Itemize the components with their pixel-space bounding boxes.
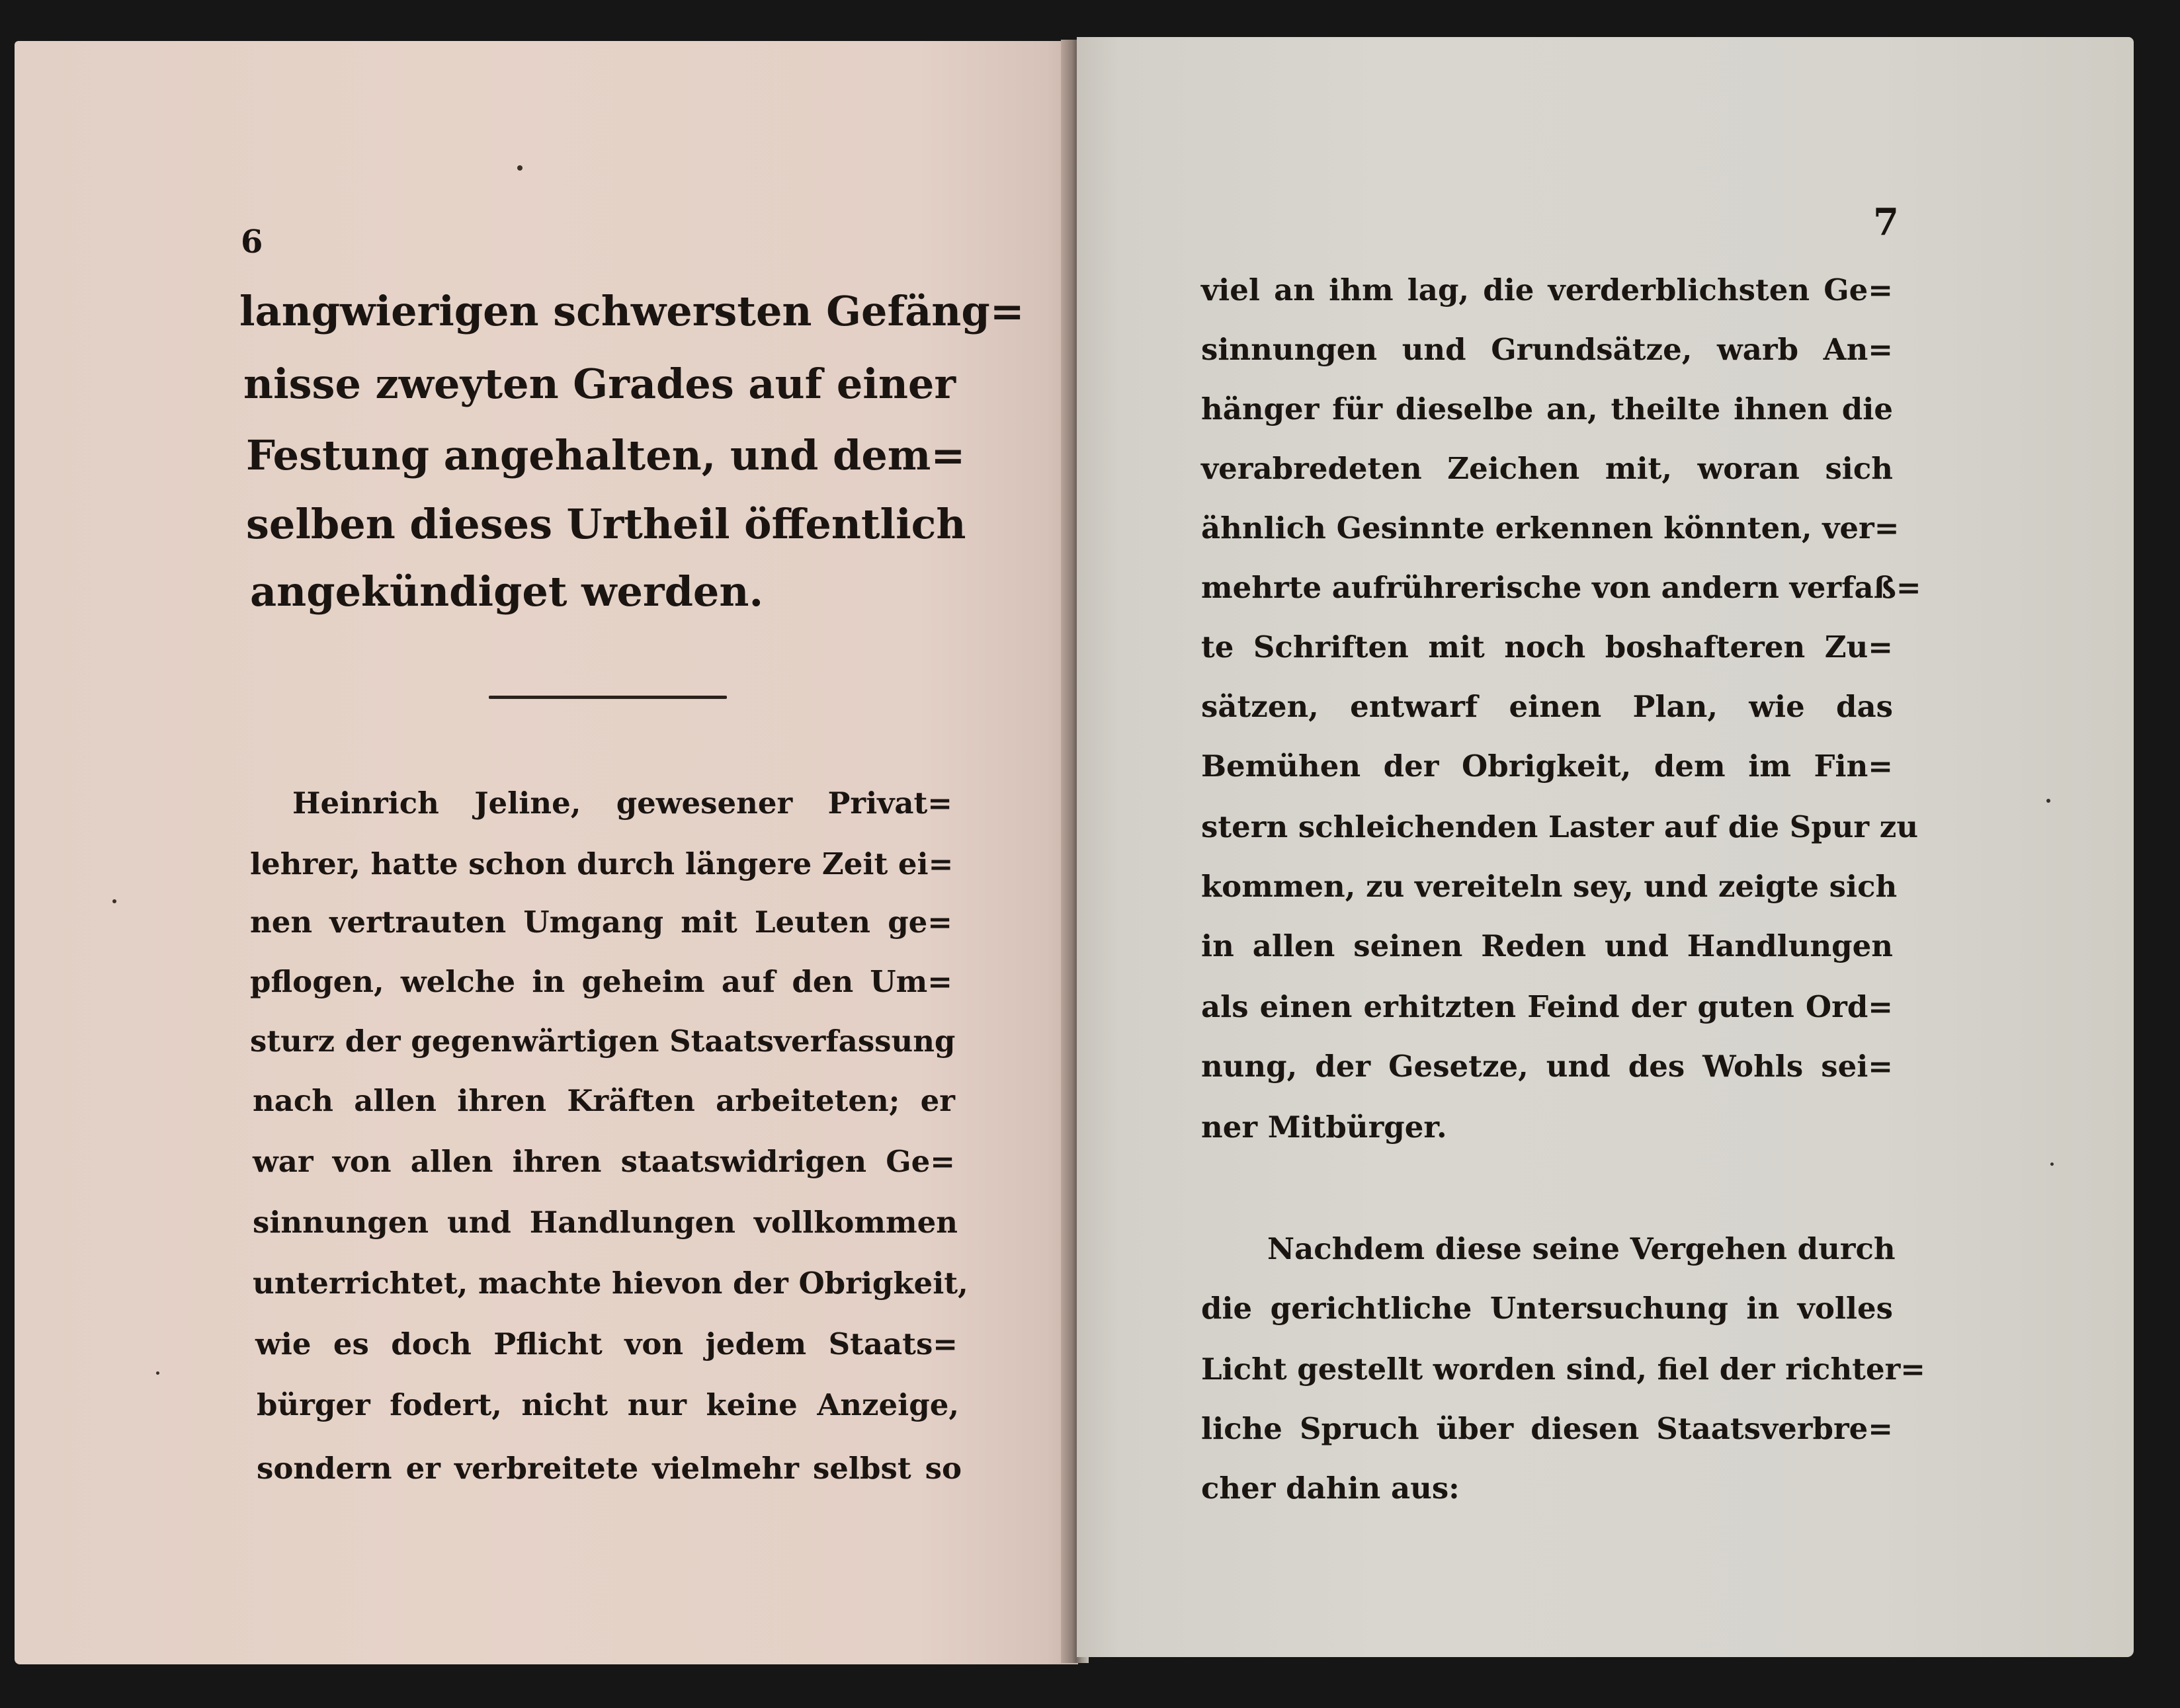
body-line: te Schriften mit noch boshafteren Zu= xyxy=(1201,630,1893,665)
body-line: ähnlich Gesinnte erkennen könnten, ver= xyxy=(1201,510,1900,546)
intro-line: langwierigen schwersten Gefäng= xyxy=(239,287,1025,335)
paper-speck xyxy=(156,1371,159,1375)
paper-speck xyxy=(2050,1162,2054,1166)
body-line: lehrer, hatte schon durch längere Zeit ei= xyxy=(250,846,954,881)
paper-speck xyxy=(2046,799,2050,803)
body-line: viel an ihm lag, die verderblichsten Ge= xyxy=(1201,272,1893,307)
body-line: sinnungen und Handlungen vollkommen xyxy=(253,1205,958,1240)
paper-speck xyxy=(517,165,523,171)
body-line: Licht gestellt worden sind, fiel der richter= xyxy=(1201,1352,1926,1387)
body-line: nach allen ihren Kräften arbeiteten; er xyxy=(253,1083,955,1118)
paper-speck xyxy=(112,899,116,903)
body-line: Heinrich Jeline, gewesener Privat= xyxy=(292,786,952,821)
body-line: verabredeten Zeichen mit, woran sich xyxy=(1201,451,1893,486)
body-line: war von allen ihren staatswidrigen Ge= xyxy=(253,1144,955,1179)
body-line: bürger fodert, nicht nur keine Anzeige, xyxy=(257,1387,959,1422)
body-line: sondern er verbreitete vielmehr selbst so xyxy=(257,1451,962,1486)
body-line: stern schleichenden Laster auf die Spur zu xyxy=(1201,809,1919,844)
intro-line: nisse zweyten Grades auf einer xyxy=(243,360,956,408)
intro-line: selben dieses Urtheil öffentlich xyxy=(246,500,966,548)
body-line: sturz der gegenwärtigen Staatsverfassung xyxy=(250,1024,956,1059)
body-line: sinnungen und Grundsätze, warb An= xyxy=(1201,332,1893,367)
intro-line: Festung angehalten, und dem= xyxy=(246,431,966,479)
body-line: hänger für dieselbe an, theilte ihnen die xyxy=(1201,391,1893,427)
body-line: cher dahin aus: xyxy=(1201,1471,1460,1506)
page-number-right: 7 xyxy=(1873,200,1899,244)
body-line: liche Spruch über diesen Staatsverbre= xyxy=(1201,1411,1893,1446)
body-line: Nachdem diese seine Vergehen durch xyxy=(1267,1231,1896,1266)
body-line: in allen seinen Reden und Handlungen xyxy=(1201,928,1893,963)
page-number-left: 6 xyxy=(241,224,263,261)
intro-line: angekündiget werden. xyxy=(250,567,764,616)
section-divider xyxy=(489,696,727,699)
left-page xyxy=(15,41,1078,1664)
body-line: als einen erhitzten Feind der guten Ord= xyxy=(1201,989,1893,1024)
body-line: die gerichtliche Untersuchung in volles xyxy=(1201,1291,1893,1326)
right-page xyxy=(1077,37,2134,1657)
body-line: wie es doch Pflicht von jedem Staats= xyxy=(255,1326,958,1362)
body-line: Bemühen der Obrigkeit, dem im Fin= xyxy=(1201,749,1893,784)
body-line: pflogen, welche in geheim auf den Um= xyxy=(250,964,952,999)
body-line: nung, der Gesetze, und des Wohls sei= xyxy=(1201,1049,1893,1084)
body-line: nen vertrauten Umgang mit Leuten ge= xyxy=(250,905,952,940)
body-line: unterrichtet, machte hievon der Obrigkeit, xyxy=(253,1266,968,1301)
body-line: ner Mitbürger. xyxy=(1201,1110,1447,1145)
body-line: kommen, zu vereiteln sey, und zeigte sich xyxy=(1201,869,1898,904)
body-line: sätzen, entwarf einen Plan, wie das xyxy=(1201,689,1893,724)
body-line: mehrte aufrührerische von andern verfaß= xyxy=(1201,570,1921,605)
